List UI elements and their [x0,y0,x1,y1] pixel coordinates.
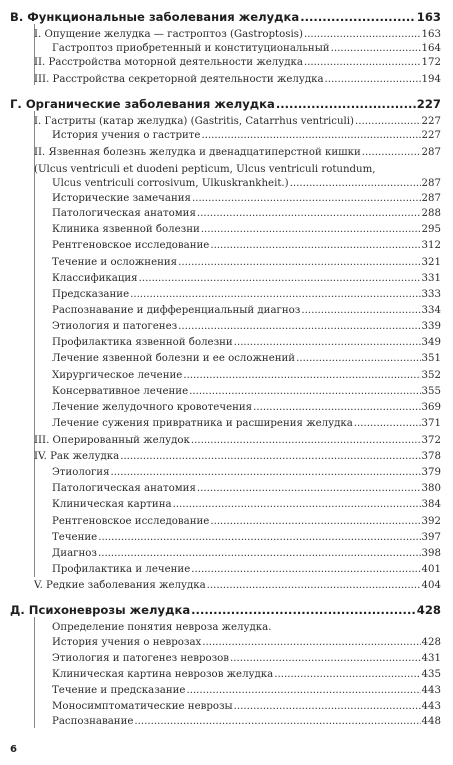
dot-leader [290,177,421,190]
toc-entry [34,115,441,128]
toc-entry [52,401,441,414]
dot-leader [325,73,421,86]
dot-leader [234,336,421,349]
toc-entry [34,434,441,447]
toc-page-number: 288 [421,208,441,219]
dot-leader [191,563,420,576]
toc-entry [52,668,441,681]
toc-page-number: 321 [421,257,441,268]
toc-entry-title: II. Язвенная болезнь желудка и двенадцатиперстной кишки [34,147,361,158]
toc-page-number: 378 [421,451,441,462]
page-number: 6 [10,744,17,755]
toc-entry-title: Гастроптоз приобретенный и конституциональный [52,43,330,54]
toc-section-heading [10,97,441,112]
dot-leader [178,256,420,269]
dot-leader [197,482,421,495]
toc-section-heading [10,603,441,618]
toc-entry [52,417,441,430]
toc-page-number: 379 [421,467,441,478]
dot-leader [98,547,421,560]
toc-indent-rule [34,617,35,728]
toc-entry-title: Г. Органические заболевания желудка [10,97,275,111]
toc-page-number: 443 [421,701,441,712]
toc-entry [34,28,441,41]
toc-entry [52,352,441,365]
toc-page-number: 443 [421,685,441,696]
toc-page-number: 448 [421,716,441,727]
toc-page-number: 163 [421,29,441,40]
toc-page-number: 435 [421,669,441,680]
toc-entry-title: III. Расстройства секреторной деятельности желудка [34,74,324,85]
toc-entry-title: Течение и предсказание [52,685,186,696]
toc-entry-title: II. Расстройства моторной деятельности желудка [34,57,303,68]
toc-page-number: 163 [416,10,441,24]
toc-entry [52,385,441,398]
toc-page-number: 312 [421,240,441,251]
toc-entry-title: Патологическая анатомия [52,483,196,494]
toc-entry [52,652,441,665]
toc-entry [52,684,441,697]
toc-page-number: 287 [421,193,441,204]
dot-leader [207,579,421,592]
toc-page-number: 428 [421,637,441,648]
toc-entry-title: Предсказание [52,289,130,300]
dot-leader [178,320,420,333]
toc-entry-title: V. Редкие заболевания желудка [34,580,206,591]
toc-page-number: 339 [421,321,441,332]
dot-leader [230,652,421,665]
toc-entry-title: IV. Рак желудка [34,451,120,462]
toc-page-number: 227 [421,116,441,127]
toc-page-number: 227 [421,130,441,141]
toc-entry-title: Лечение язвенной болезни и ее осложнений [52,353,296,364]
toc-entry [52,192,441,205]
dot-leader [130,288,420,301]
toc-entry-title: Течение и осложнения [52,257,178,268]
toc-entry-title: Клиника язвенной болезни [52,224,200,235]
toc-page-number: 372 [421,435,441,446]
toc-entry [52,336,441,349]
toc-entry [52,547,441,560]
toc-entry-title: Этиология [52,467,110,478]
toc-entry-title: История учения о неврозах [52,637,202,648]
toc-entry-title: Хирургическое лечение [52,370,183,381]
toc-entry [34,579,441,592]
toc-entry-title: Лечение сужения привратника и расширения желудка [52,418,353,429]
toc-entry [52,223,441,236]
toc-entry [34,73,441,86]
toc-page-number: 404 [421,580,441,591]
toc-entry-title: Лечение желудочного кровотечения [52,402,253,413]
toc-page-number: 384 [421,499,441,510]
toc-entry [52,369,441,382]
toc-entry [34,163,441,176]
dot-leader [210,239,420,252]
toc-entry [52,304,441,317]
dot-leader [192,192,421,205]
toc-entry [52,42,441,55]
dot-leader [189,385,420,398]
dot-leader [134,715,420,728]
dot-leader [202,636,420,649]
dot-leader [197,207,421,220]
toc-entry-title: Рентгеновское исследование [52,240,210,251]
dot-leader [201,129,420,142]
toc-page-number: 194 [421,74,441,85]
toc-page-number: 401 [421,564,441,575]
toc-entry-title: Распознавание [52,716,134,727]
toc-entry [52,256,441,269]
dot-leader [304,56,421,69]
toc-entry-title: История учения о гастрите [52,130,201,141]
toc-entry-title: В. Функциональные заболевания желудка [10,10,300,24]
toc-entry [52,515,441,528]
toc-page-number: 287 [421,178,441,189]
toc-entry [52,621,441,634]
toc-entry [52,129,441,142]
toc-page-number: 349 [421,337,441,348]
toc-page-number: 380 [421,483,441,494]
toc-entry-title: Моносимптоматические неврозы [52,701,233,712]
toc-entry [52,466,441,479]
dot-leader [355,115,421,128]
dot-leader [296,352,420,365]
toc-entry [34,146,441,159]
toc-page-number: 397 [421,532,441,543]
toc-entry-title: I. Опущение желудка — гастроптоз (Gastroptosis) [34,29,303,40]
toc-page-number: 369 [421,402,441,413]
toc-entry [52,272,441,285]
toc-entry [34,56,441,69]
toc-entry-title: Рентгеновское исследование [52,516,210,527]
toc-entry-title: (Ulcus ventriculi et duodeni pepticum, Ulcus ventriculi rotundum, [34,164,376,175]
toc-page-number: 371 [421,418,441,429]
toc-page-number: 287 [421,147,441,158]
dot-leader [331,42,421,55]
toc-entry-title: Клиническая картина неврозов желудка [52,669,274,680]
dot-leader [362,146,421,159]
toc-entry-title: Распознавание и дифференциальный диагноз [52,305,301,316]
toc-page-number: 428 [416,603,441,617]
dot-leader [173,498,421,511]
toc-indent-rule [34,111,35,577]
toc-entry [52,715,441,728]
toc-page-number: 351 [421,353,441,364]
dot-leader [191,603,416,618]
toc-page-number: 164 [421,43,441,54]
dot-leader [274,668,420,681]
toc-entry [52,288,441,301]
dot-leader [301,304,420,317]
toc-entry-title: Консервативное лечение [52,386,189,397]
toc-page-number: 352 [421,370,441,381]
toc-entry-title: Профилактика язвенной болезни [52,337,233,348]
toc-entry-title: Ulcus ventriculi corrosivum, Ulkuskrankheit.) [52,178,289,189]
toc-entry [52,636,441,649]
toc-section-heading [10,10,441,25]
toc-page-number: 334 [421,305,441,316]
toc-page-number: 398 [421,548,441,559]
dot-leader [276,97,416,112]
dot-leader [210,515,420,528]
dot-leader [304,28,421,41]
toc-entry [52,320,441,333]
toc-entry-title: Классификация [52,273,138,284]
toc-page-number: 333 [421,289,441,300]
toc-page-number: 295 [421,224,441,235]
dot-leader [139,272,421,285]
toc-entry [52,207,441,220]
toc-page-number: 392 [421,516,441,527]
toc-page-number: 172 [421,57,441,68]
dot-leader [201,223,421,236]
toc-page-number: 331 [421,273,441,284]
toc-entry-title: Диагноз [52,548,97,559]
dot-leader [111,466,421,479]
dot-leader [186,684,420,697]
toc-entry-title: Определение понятия невроза желудка. [52,622,272,633]
toc-entry-title: Этиология и патогенез [52,321,178,332]
toc-entry-title: Д. Психоневрозы желудка [10,603,191,617]
dot-leader [98,531,420,544]
toc-entry [52,498,441,511]
toc-entry-title: III. Оперированный желудок [34,435,190,446]
dot-leader [354,417,421,430]
toc-entry [52,531,441,544]
dot-leader [120,450,420,463]
toc-entry-title: Патологическая анатомия [52,208,196,219]
dot-leader [234,700,421,713]
toc-entry [34,450,441,463]
toc-entry-title: Клиническая картина [52,499,172,510]
toc-page-number: 355 [421,386,441,397]
toc-entry-title: Течение [52,532,98,543]
dot-leader [183,369,420,382]
toc-entry-title: Профилактика и лечение [52,564,191,575]
toc-entry [52,239,441,252]
toc-entry-title: Исторические замечания [52,193,191,204]
dot-leader [253,401,420,414]
toc-entry-title: I. Гастриты (катар желудка) (Gastritis, Catarrhus ventriculi) [34,116,355,127]
toc-entry [52,700,441,713]
toc-page-number: 431 [421,653,441,664]
dot-leader [191,434,421,447]
toc-entry-title: Этиология и патогенез неврозов [52,653,230,664]
toc-page-number: 227 [416,97,441,111]
toc-entry [52,563,441,576]
toc-entry [52,177,441,190]
dot-leader [300,10,416,25]
toc-entry [52,482,441,495]
